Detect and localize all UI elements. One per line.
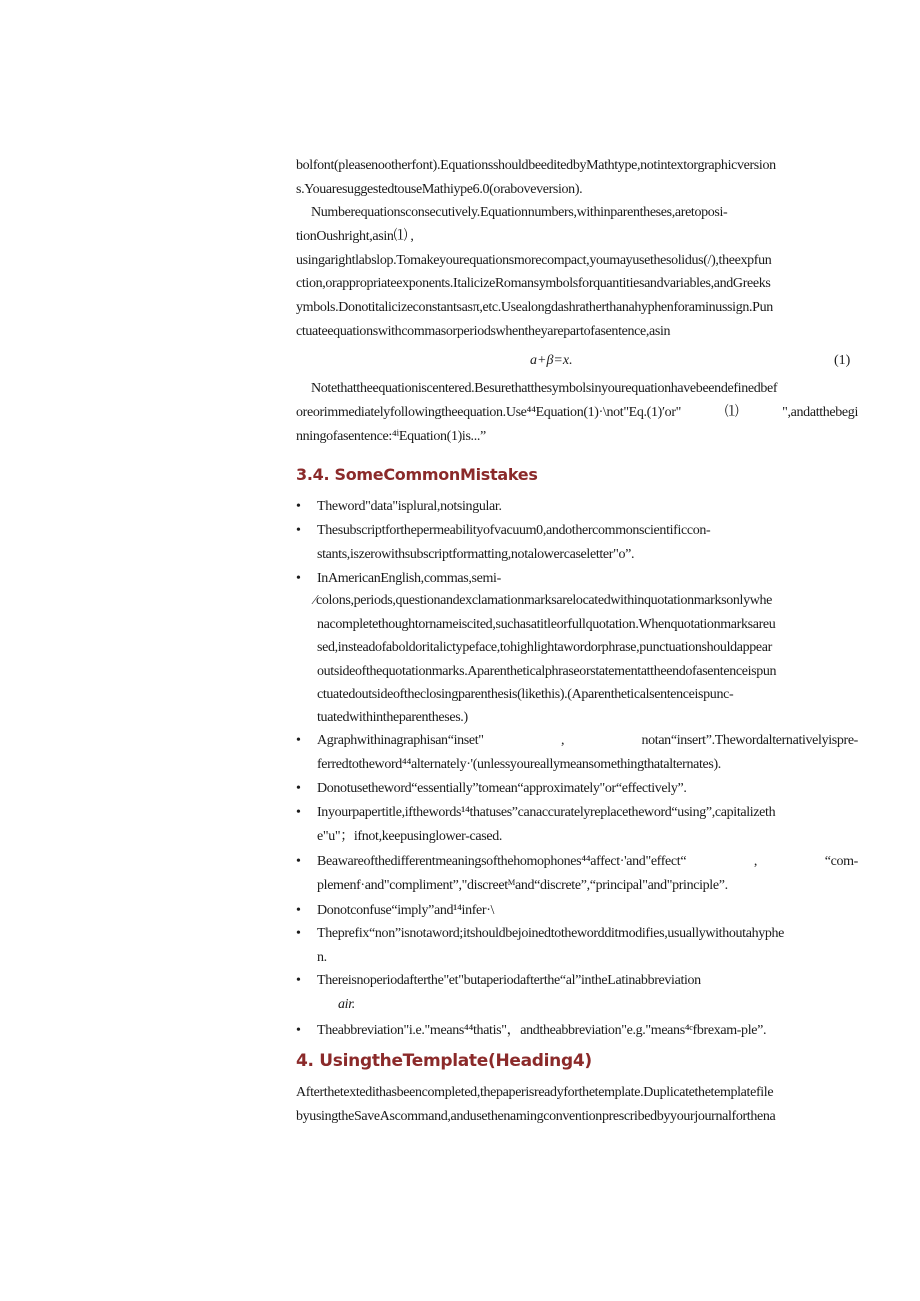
- text-line: Theabbreviation"i.e."means⁴⁴thatis"，andtheabbreviation"e.g."means⁴ᶜfbrexam-ple”.: [317, 1023, 767, 1038]
- text-line: Numberequationsconsecutively.Equationnumbers,withinparentheses,aretoposi-: [311, 205, 728, 220]
- text-line: e"u"；ifnot,keepusinglower-cased.: [317, 829, 502, 844]
- text-line: ⁄colons,periods,questionandexclamationmarksarelocatedwithinquotationmarksonlywhe: [314, 593, 772, 608]
- text-line: Thereisnoperiodafterthe"et"butaperiodafterthe“al”intheLatinabbreviation: [317, 973, 701, 988]
- text-line: n.: [317, 950, 327, 965]
- text-line: stants,iszerowithsubscriptformatting,notalowercaseletter"o”.: [317, 547, 635, 562]
- text-line: Donotconfuse“imply”and¹⁴infer·\: [317, 903, 495, 918]
- text-line: tionOushright,asin⑴ ,: [296, 229, 414, 244]
- text-line: nacompletethoughtornameiscited,suchasatitleorfullquotation.Whenquotationmarksareu: [317, 617, 776, 632]
- bullet-icon: •: [296, 1023, 301, 1038]
- text-line: Beawareofthedifferentmeaningsofthehomophones⁴⁴affect·'and"effect“ , “com-: [317, 854, 858, 869]
- bullet-icon: •: [296, 926, 301, 941]
- text-line: Theprefix“non”isnotaword;itshouldbejoinedtothewordditmodifies,usuallywithoutahyphe: [317, 926, 785, 941]
- text-line: outsideofthequotationmarks.Aparentheticalphraseorstatementattheendofasentenceispun: [317, 664, 777, 679]
- text-line: InAmericanEnglish,commas,semi-: [317, 571, 501, 586]
- text-line: sed,insteadofaboldoritalictypeface,tohighlightawordorphrase,punctuationshouldappear: [317, 640, 772, 655]
- text-line: byusingtheSaveAscommand,andusethenamingconventionprescribedbyyourjournalforthena: [296, 1109, 776, 1124]
- bullet-icon: •: [296, 733, 301, 748]
- text-line: usingarightlabslop.Tomakeyourequationsmorecompact,youmayusethesolidus(/),theexpfun: [296, 253, 772, 268]
- bullet-icon: •: [296, 523, 301, 538]
- text-line: air.: [338, 997, 355, 1012]
- text-line: tuatedwithintheparentheses.): [317, 710, 468, 725]
- text-line: Donotusetheword“essentially”tomean“approximately"or“effectively”.: [317, 781, 687, 796]
- text-line: ferredtotheword⁴⁴alternately·'(unlessyoureallymeansomethingthatalternates).: [317, 757, 721, 772]
- text-line: oreorimmediatelyfollowingtheequation.Use⁴⁴Equation(1)·\not"Eq.(1)′or"⑴",andatthebegi: [296, 405, 858, 420]
- text-line: plemenf·and"compliment”,"discreetᴹand“discrete”,“principal"and"principle”.: [317, 878, 728, 893]
- bullet-icon: •: [296, 973, 301, 988]
- text-line: ymbols.Donotitalicizeconstantsasπ,etc.Usealongdashratherthanahyphenforaminussign.Pun: [296, 300, 773, 315]
- bullet-icon: •: [296, 805, 301, 820]
- text-line: ction,orappropriateexponents.ItalicizeRomansymbolsforquantitiesandvariables,andGreeks: [296, 276, 771, 291]
- text-line: s.YouaresuggestedtouseMathiype6.0(oraboveversion).: [296, 182, 583, 197]
- equation: a+β=x.: [530, 353, 573, 368]
- text-line: bolfont(pleasenootherfont).EquationsshouldbeeditedbyMathtype,notintextorgraphicversion: [296, 158, 776, 173]
- bullet-icon: •: [296, 781, 301, 796]
- text-line: ctuateequationswithcommasorperiodswhentheyarepartofasentence,asin: [296, 324, 671, 339]
- section-heading: 3.4. SomeCommonMistakes: [296, 465, 538, 484]
- bullet-icon: •: [296, 854, 301, 869]
- text-line: Afterthetextedithasbeencompleted,thepaperisreadyforthetemplate.Duplicatethetemplatefile: [296, 1085, 774, 1100]
- bullet-icon: •: [296, 571, 301, 586]
- bullet-icon: •: [296, 499, 301, 514]
- text-line: Theword"data"isplural,notsingular.: [317, 499, 502, 514]
- section-heading: 4. UsingtheTemplate(Heading4): [296, 1051, 592, 1071]
- text-line: Agraphwithinagraphisan“inset" , notan“insert”.Thewordalternativelyispre-: [317, 733, 858, 748]
- text-line: Thesubscriptforthepermeabilityofvacuum0,andothercommonscientificcon-: [317, 523, 711, 538]
- text-line: ctuatedoutsideoftheclosingparenthesis(likethis).(Aparentheticalsentenceispunc-: [317, 687, 734, 702]
- text-line: Notethattheequationiscentered.Besurethatthesymbolsinyourequationhavebeendefinedbef: [311, 381, 778, 396]
- bullet-icon: •: [296, 903, 301, 918]
- equation-number: (1): [834, 353, 851, 368]
- text-line: Inyourpapertitle,ifthewords¹⁴thatuses”canaccuratelyreplacetheword“using”,capitalizeth: [317, 805, 776, 820]
- text-line: nningofasentence:⁴ⁱEquation(1)is...”: [296, 429, 486, 444]
